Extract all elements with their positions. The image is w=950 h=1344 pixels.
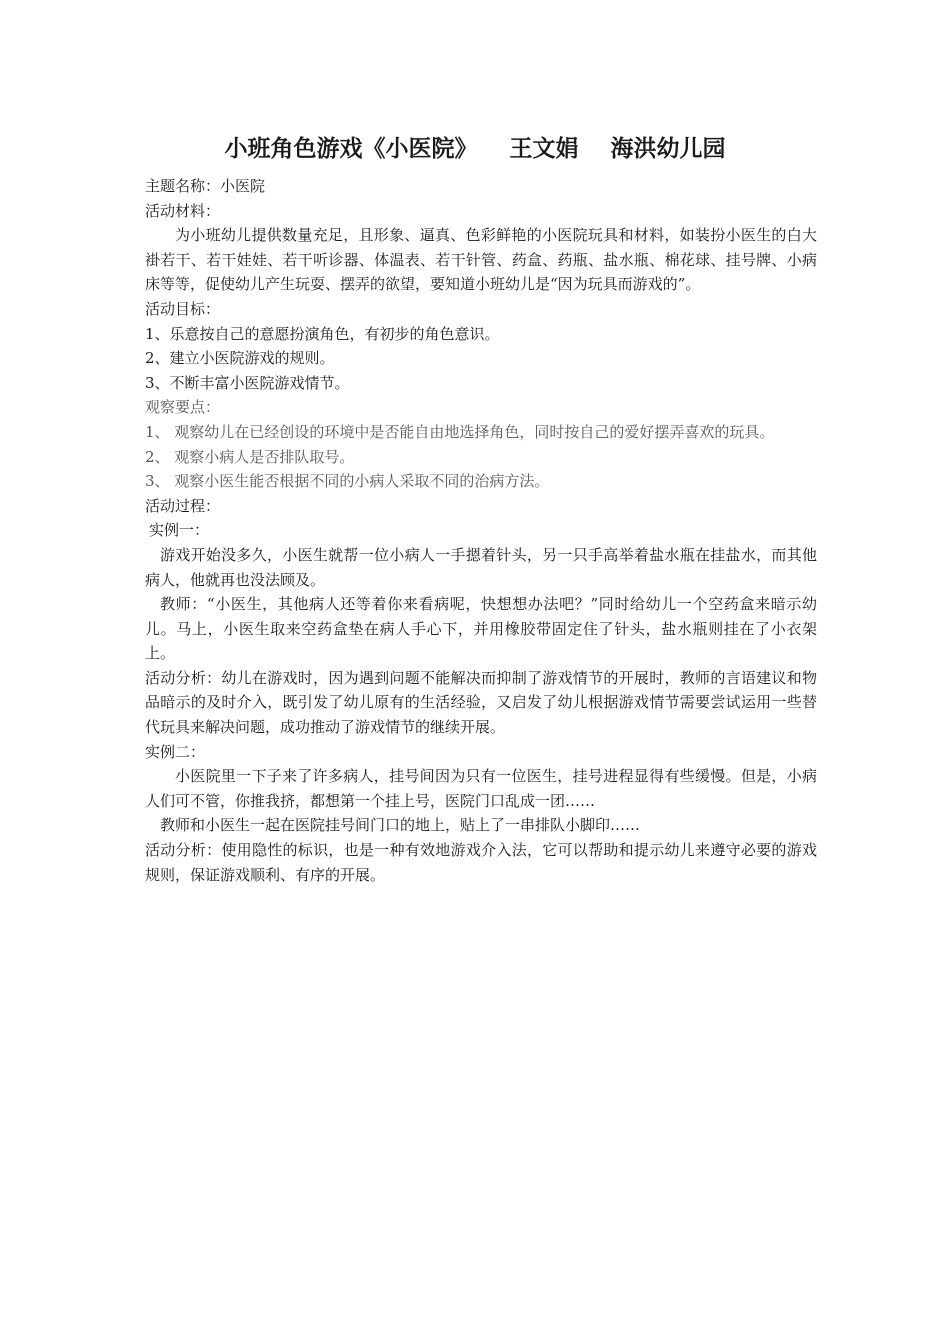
materials-heading: 活动材料： [145, 201, 221, 220]
observation-item: 2、 观察小病人是否排队取号。 [145, 447, 355, 466]
goals-heading: 活动目标： [145, 299, 221, 318]
example1-teacher-paragraph: 教师：“小医生，其他病人还等着你来看病呢，快想想办法吧？”同时给幼儿一个空药盒来暗示幼儿。马上，小医生取来空药盒垫在病人手心下，并用橡胶带固定住了针头，盐水瓶则挂在了小衣架上。 [145, 595, 817, 663]
document-title: 小班角色游戏《小医院》 王文娟 海洪幼儿园 [224, 136, 726, 162]
observation-item: 3、 观察小医生能否根据不同的小病人采取不同的治病方法。 [145, 472, 550, 491]
example1-paragraph: 游戏开始没多久，小医生就帮一位小病人一手摁着针头，另一只手高举着盐水瓶在挂盐水，而其他病人，他就再也没法顾及。 [145, 545, 817, 589]
analysis2-paragraph: 活动分析：使用隐性的标识，也是一种有效地游戏介入法，它可以帮助和提示幼儿来遵守必要的游戏规则，保证游戏顺利、有序的开展。 [145, 841, 817, 884]
process-heading: 活动过程： [145, 496, 221, 515]
theme-line: 主题名称：小医院 [145, 177, 266, 195]
example2-heading: 实例二： [145, 742, 206, 761]
materials-paragraph: 为小班幼儿提供数量充足，且形象、逼真、色彩鲜艳的小医院玩具和材料，如装扮小医生的白大褂若干、若干娃娃、若干听诊器、体温表、若干针管、药盒、药瓶、盐水瓶、棉花球、挂号牌、小病床等等，促使幼儿产生玩耍、摆弄的欲望，要知道小班幼儿是“因为玩具而游戏的”。 [145, 226, 817, 294]
example2-paragraph: 小医院里一下子来了许多病人，挂号间因为只有一位医生，挂号进程显得有些缓慢。但是，小病人们可不管，你推我挤，都想第一个挂上号，医院门口乱成一团…… [145, 767, 817, 810]
goal-item: 2、建立小医院游戏的规则。 [145, 349, 335, 368]
goal-item: 1、乐意按自己的意愿扮演角色，有初步的角色意识。 [145, 324, 500, 343]
analysis1-paragraph: 活动分析：幼儿在游戏时，因为遇到问题不能解决而抑制了游戏情节的开展时，教师的言语建议和物品暗示的及时介入，既引发了幼儿原有的生活经验，又启发了幼儿根据游戏情节需要尝试运用一些替代玩具来解决问题，成功推动了游戏情节的继续开展。 [145, 668, 817, 737]
example2-teacher-paragraph: 教师和小医生一起在医院挂号间门口的地上，贴上了一串排队小脚印…… [160, 816, 641, 835]
example1-heading: 实例一： [149, 521, 210, 540]
observation-heading: 观察要点： [145, 398, 221, 417]
goal-item: 3、不断丰富小医院游戏情节。 [145, 373, 350, 392]
observation-item: 1、 观察幼儿在已经创设的环境中是否能自由地选择角色，同时按自己的爱好摆弄喜欢的玩具。 [145, 422, 775, 441]
document-body [145, 174, 817, 887]
